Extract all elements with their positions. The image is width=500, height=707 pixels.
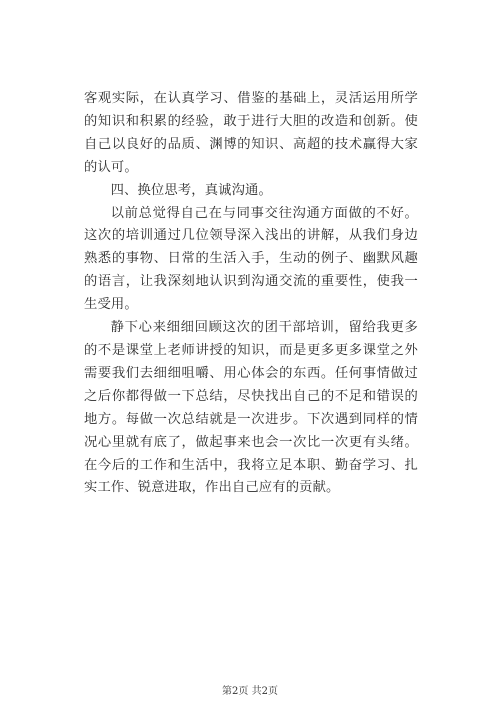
document-body <box>84 88 418 500</box>
paragraph-continuation: 客观实际，在认真学习、借鉴的基础上，灵活运用所学的知识和积累的经验，敢于进行大胆的改造和创新。使自己以良好的品质、渊博的知识、高超的技术赢得大家的认可。 <box>84 91 418 175</box>
page-footer: 第2页 共2页 <box>222 686 278 697</box>
paragraph-conclusion: 静下心来细细回顾这次的团干部培训，留给我更多的不是课堂上老师讲授的知识，而是更多更多课堂之外需要我们去细细咀嚼、用心体会的东西。任何事情做过之后你都得做一下总结，尽快找出自己的不足和错误的地方。每做一次总结就是一次进步。下次遇到同样的情况心里就有底了，做起事来也会一次比一次更有头绪。在今后的工作和生活中，我将立足本职、勤奋学习、扎实工作、锐意进取，作出自己应有的贡献。 <box>84 320 418 496</box>
section-heading: 四、换位思考，真诚沟通。 <box>110 182 272 198</box>
paragraph-communication: 以前总觉得自己在与同事交往沟通方面做的不好。这次的培训通过几位领导深入浅出的讲解，从我们身边熟悉的事物、日常的生活入手，生动的例子、幽默风趣的语言，让我深刻地认识到沟通交流的重要性，使我一生受用。 <box>84 205 418 313</box>
